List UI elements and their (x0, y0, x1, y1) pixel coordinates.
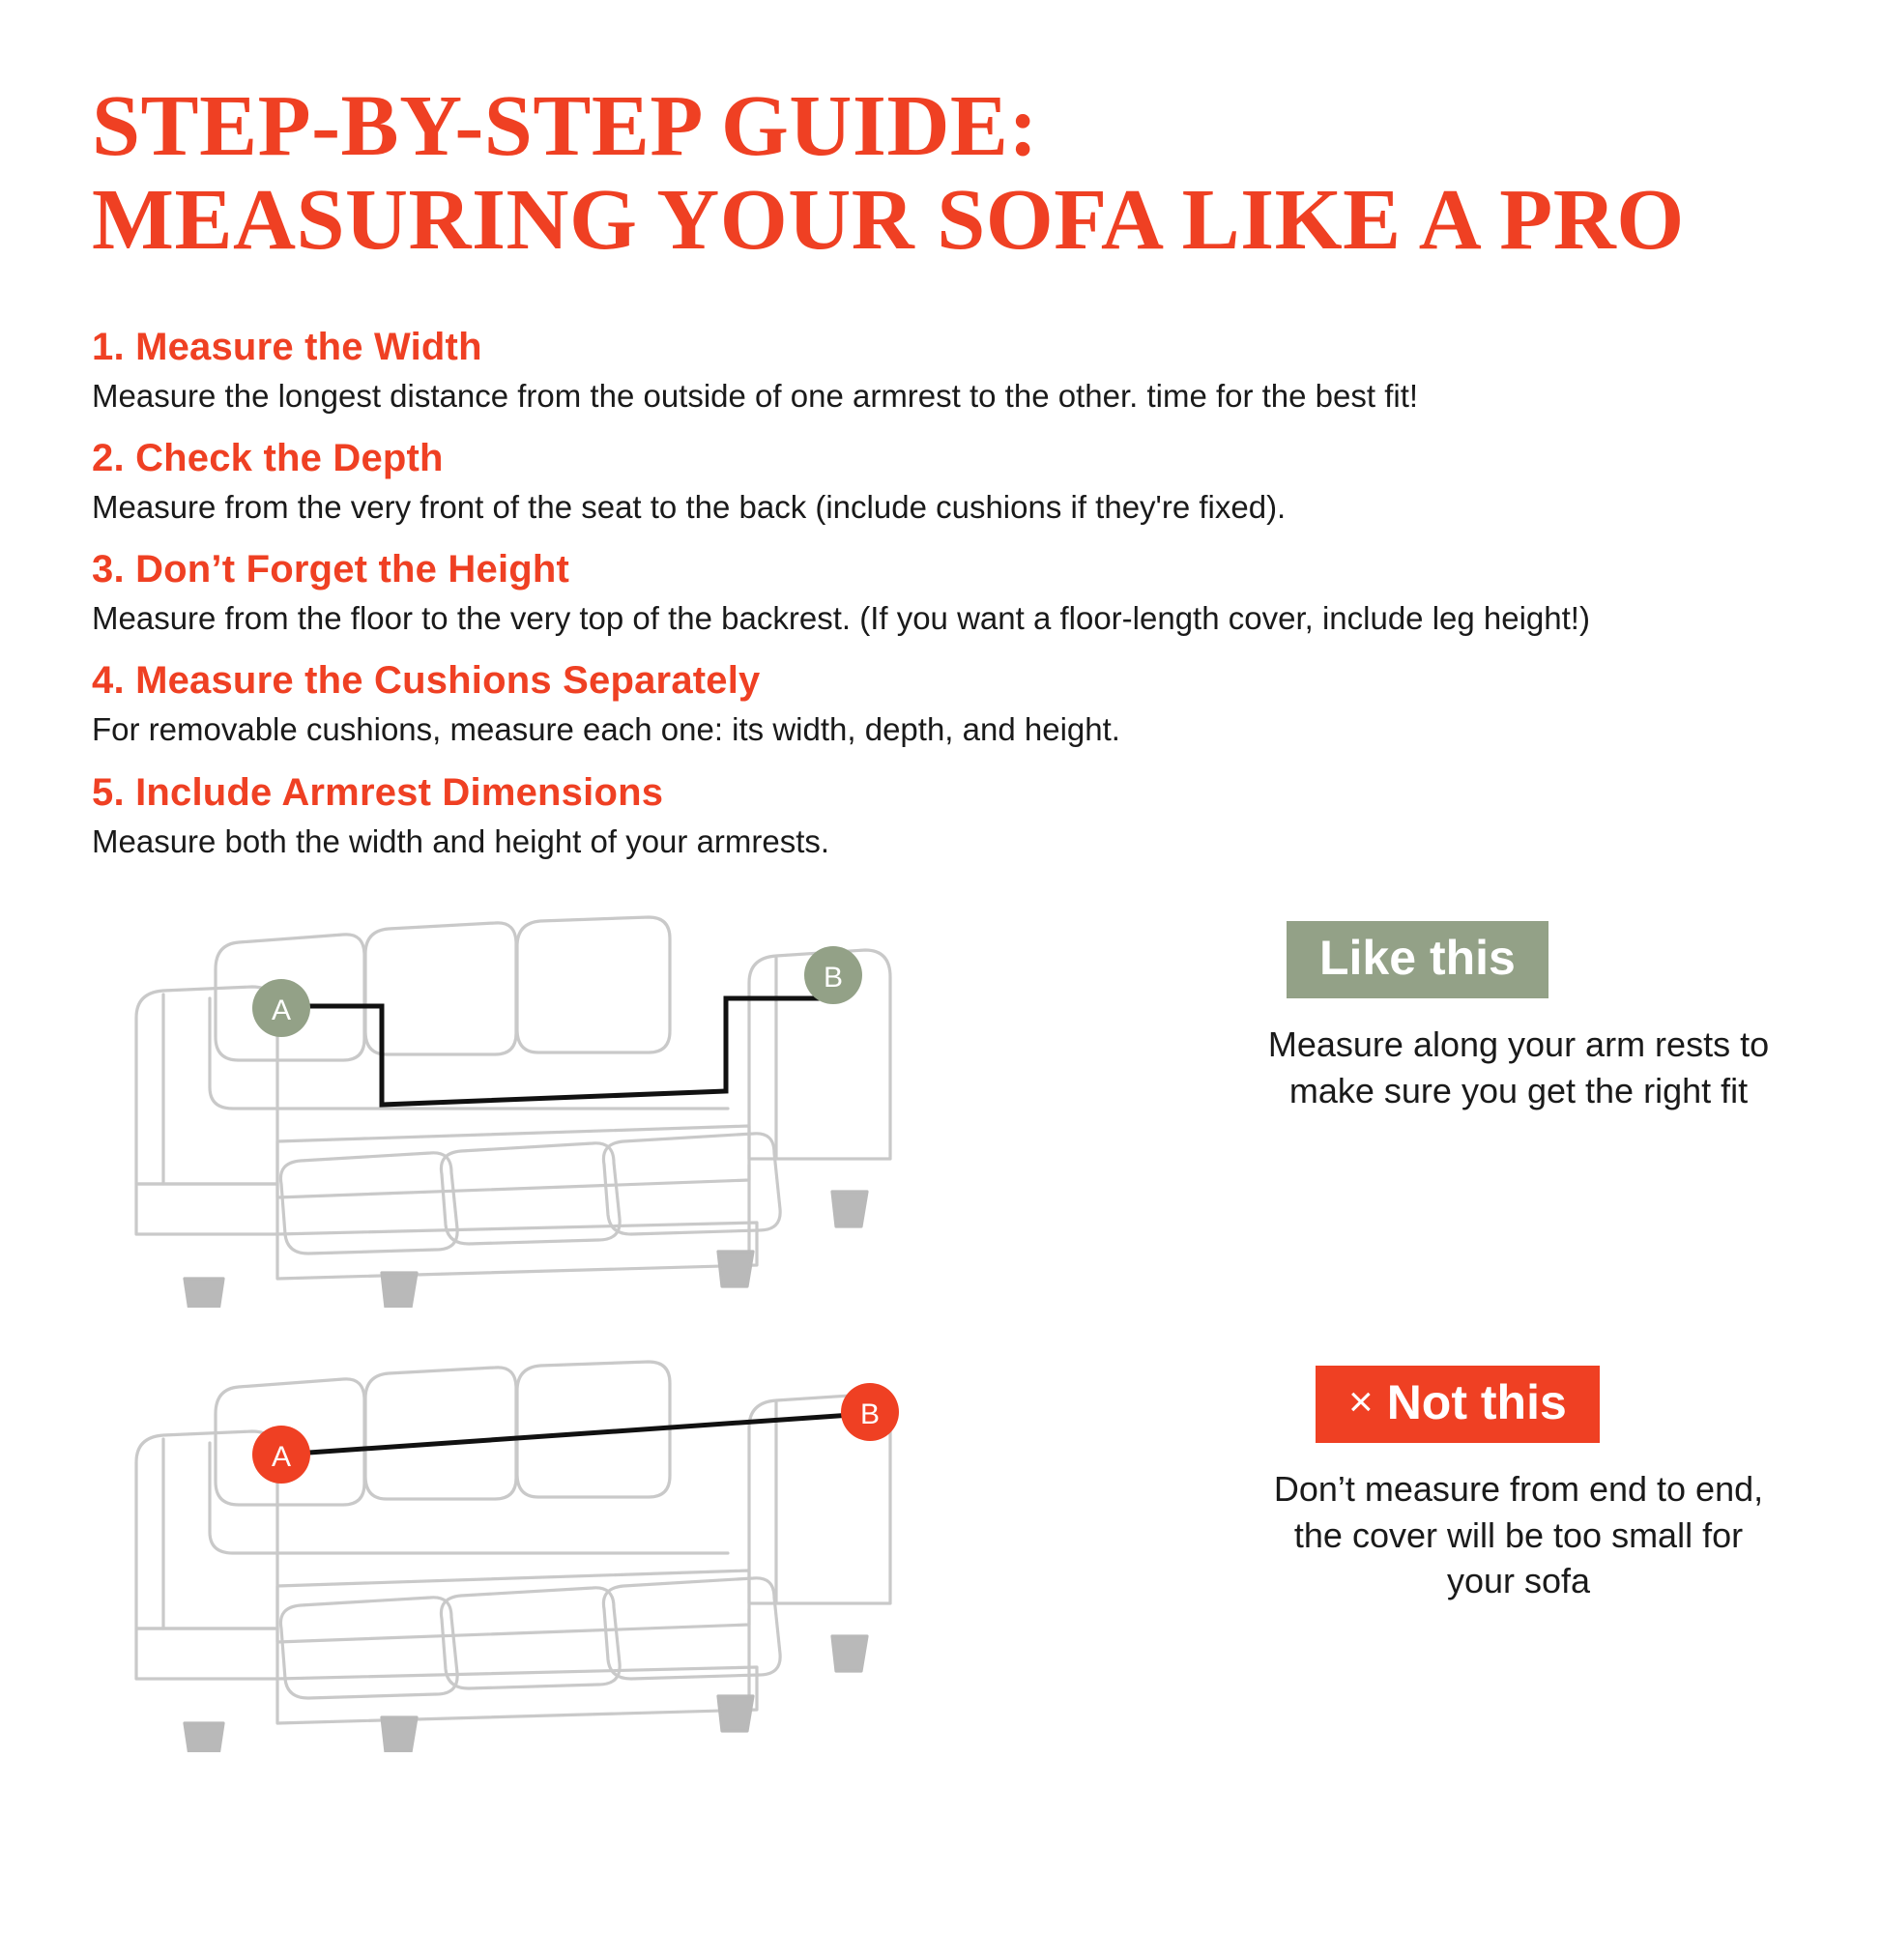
caption-correct: Measure along your arm rests to make sure you get the right fit (1267, 1024, 1770, 1110)
infographic-page (0, 79, 1881, 1960)
badge-like-this (1287, 921, 1548, 999)
callout-correct (1248, 921, 1789, 1114)
step-item-3 (92, 548, 1789, 638)
sofa-diagram-correct (92, 902, 1136, 1308)
step-3-body: Measure from the floor to the very top of the backrest. (If you want a floor-length cover, include leg height!) (92, 600, 1590, 637)
svg-text:B: B (859, 1398, 881, 1430)
svg-text:A: A (271, 994, 292, 1026)
step-4-body: For removable cushions, measure each one: its width, depth, and height. (92, 711, 1120, 748)
step-item-1 (92, 326, 1789, 416)
illustration-area (92, 902, 1789, 1772)
step-1-body: Measure the longest distance from the outside of one armrest to the other. time for the best fit! (92, 377, 1419, 414)
marker-b-correct (804, 946, 862, 1004)
sofa-illustration-incorrect-svg (92, 1346, 1136, 1752)
page-title (92, 79, 1789, 267)
sofa-diagram-incorrect (92, 1346, 1136, 1752)
caption-incorrect: Don’t measure from end to end, the cover will be too small for your sofa (1273, 1469, 1764, 1601)
step-4-heading: 4. Measure the Cushions Separately (92, 659, 761, 703)
step-item-4 (92, 659, 1789, 749)
badge-not-this (1316, 1366, 1600, 1444)
steps-list (92, 326, 1789, 861)
title-line-2: MEASURING YOUR SOFA LIKE A PRO (92, 172, 1685, 269)
step-3-heading: 3. Don’t Forget the Height (92, 548, 570, 591)
step-5-body: Measure both the width and height of your armrests. (92, 822, 830, 859)
step-2-body: Measure from the very front of the seat to the back (include cushions if they're fixed). (92, 488, 1287, 525)
step-2-heading: 2. Check the Depth (92, 436, 444, 479)
marker-b-incorrect (841, 1383, 899, 1441)
badge-not-this-label: Not this (1386, 1374, 1567, 1429)
badge-like-this-label: Like this (1319, 930, 1516, 985)
step-5-heading: 5. Include Armrest Dimensions (92, 770, 664, 814)
marker-a-correct (252, 979, 310, 1037)
step-item-5 (92, 771, 1789, 861)
sofa-illustration-correct-svg (92, 902, 1136, 1308)
marker-a-incorrect (252, 1426, 310, 1484)
title-line-1: STEP-BY-STEP GUIDE: (92, 78, 1038, 174)
svg-text:A: A (271, 1440, 292, 1473)
svg-text:B: B (823, 961, 844, 994)
callout-incorrect (1248, 1366, 1789, 1604)
cross-icon: × (1348, 1377, 1374, 1426)
step-1-heading: 1. Measure the Width (92, 325, 482, 368)
step-item-2 (92, 437, 1789, 527)
